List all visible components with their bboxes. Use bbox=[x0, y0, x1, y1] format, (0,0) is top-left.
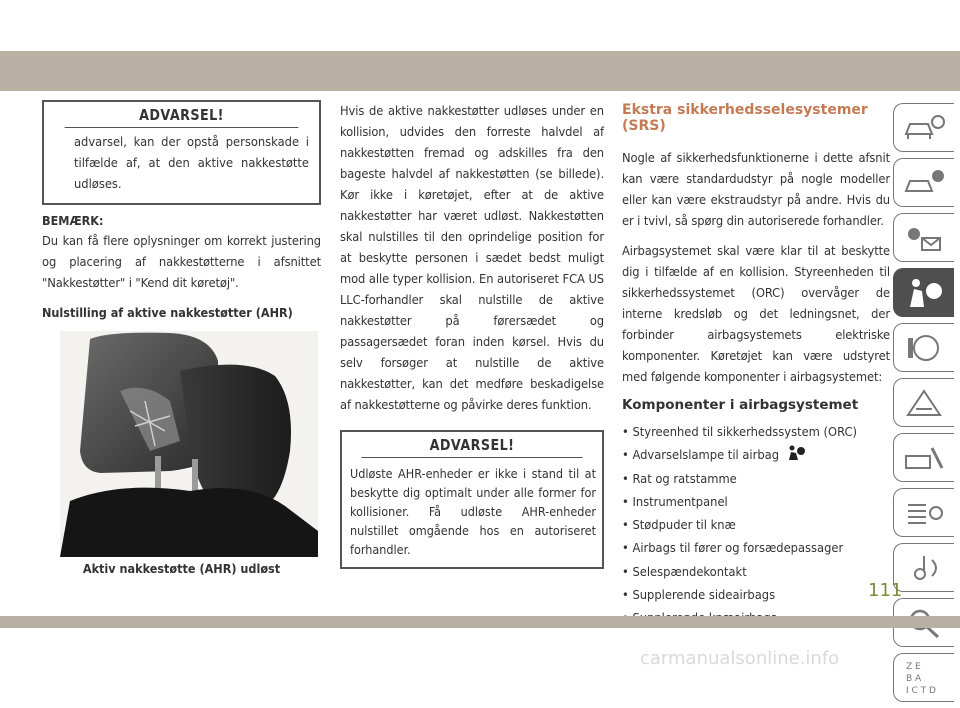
steering-gauge-icon[interactable] bbox=[893, 323, 954, 372]
top-margin bbox=[0, 0, 960, 50]
lights-mail-icon[interactable] bbox=[893, 213, 954, 262]
deploy-paragraph: Hvis de aktive nakkestøtter udløses under en kollision, udvides den forreste halvdel af nakkestøtten fremad og adskilles fra den bageste halvdel af nakkestøtten (se billede). Kør ikke i køretøjet, efter at de aktive nakkestøtter har været udløst. Nakkestøtten skal nulstilles til den oprindelige position for at beskytte personen i sædet bedst muligt mod alle typer kollision. En autoriseret FCA US LLC-forhandler skal nulstille de aktive nakkestøtter på førersædet og passagersædet foran inden kørsel. Hvis du selv forsøger at nulstille de aktive nakkestøtter, kan det medføre beskadigelse af nakkestøtterne og påvirke deres funktion. bbox=[340, 104, 604, 413]
warning-box-2 bbox=[340, 430, 604, 569]
warning-text-2: Udløste AHR-enheder er ikke i stand til at beskytte dig optimalt under alle former for kollisioner. Få udløste AHR-enheder nulstillet omgående hos en autoriseret forhandler. bbox=[350, 466, 596, 557]
reset-heading: Nulstilling af aktive nakkestøtter (AHR) bbox=[42, 305, 293, 320]
settings-list-icon[interactable] bbox=[893, 488, 954, 537]
srs-paragraph-2: Airbagsystemet skal være klar til at beskytte dig i tilfælde af en kollision. Styreenheden til sikkerhedssystemet (ORC) overvåger de interne kredsløb og det ledningsnet, der forbinder airbagsystemets elektriske komponenter. Køretøjet kan være udstyret med følgende komponenter i airbagsystemet: bbox=[622, 244, 890, 385]
warning-title: ADVARSEL! bbox=[65, 102, 299, 128]
airbag-warning-icon bbox=[786, 445, 806, 461]
note-text: Du kan få flere oplysninger om korrekt justering og placering af nakkestøtterne i afsnittet "Nakkestøtter" i "Kend dit køretøj". bbox=[42, 234, 321, 291]
warning-car-icon[interactable] bbox=[893, 378, 954, 427]
components-heading: Komponenter i airbagsystemet bbox=[622, 397, 859, 413]
car-warning-icon[interactable] bbox=[893, 103, 954, 152]
list-item: • Selespændekontakt bbox=[622, 564, 747, 580]
column-middle bbox=[340, 101, 604, 575]
list-item: • Stødpuder til knæ bbox=[622, 518, 736, 534]
list-item: • Rat og ratstamme bbox=[622, 471, 737, 487]
footer-band bbox=[0, 616, 960, 628]
note-heading: BEMÆRK: bbox=[42, 213, 104, 228]
column-left bbox=[42, 100, 321, 576]
warning-title-2: ADVARSEL! bbox=[362, 432, 583, 458]
list-item: • Advarselslampe til airbag bbox=[622, 444, 890, 467]
svg-text:B A: B A bbox=[906, 673, 922, 684]
service-tools-icon[interactable] bbox=[893, 433, 954, 482]
section-title: Ekstra sikkerhedsselesystemer (SRS) bbox=[622, 102, 868, 134]
list-item: • Instrumentpanel bbox=[622, 494, 728, 510]
srs-paragraph-1: Nogle af sikkerhedsfunktionerne i dette afsnit kan være standardudstyr på nogle modeller eller kan være ekstraudstyr på andre. Hvis du er i tvivl, så spørg din autoriserede forhandler. bbox=[622, 151, 890, 229]
car-info-icon[interactable] bbox=[893, 158, 954, 207]
warning-text: advarsel, kan der opstå personskade i tilfælde af, at den aktive nakkestøtte udløses. bbox=[74, 135, 309, 192]
footer-watermark: carmanualsonline.info bbox=[640, 648, 840, 669]
components-list bbox=[622, 421, 890, 631]
svg-text:I C T D: I C T D bbox=[906, 685, 936, 696]
list-item: • Supplerende sideairbags bbox=[622, 588, 776, 604]
svg-text:Z E: Z E bbox=[906, 661, 921, 672]
airbag-seatbelt-icon[interactable] bbox=[893, 268, 954, 317]
column-right bbox=[622, 100, 890, 631]
header-band bbox=[0, 51, 960, 91]
headrest-photo bbox=[60, 331, 318, 557]
photo-caption: Aktiv nakkestøtte (AHR) udløst bbox=[82, 561, 281, 576]
list-item: • Airbags til fører og forsædepassager bbox=[622, 541, 844, 557]
page-number: 111 bbox=[868, 580, 903, 601]
list-item: • Styreenhed til sikkerhedssystem (ORC) bbox=[622, 425, 857, 440]
warning-box-1 bbox=[42, 100, 321, 205]
